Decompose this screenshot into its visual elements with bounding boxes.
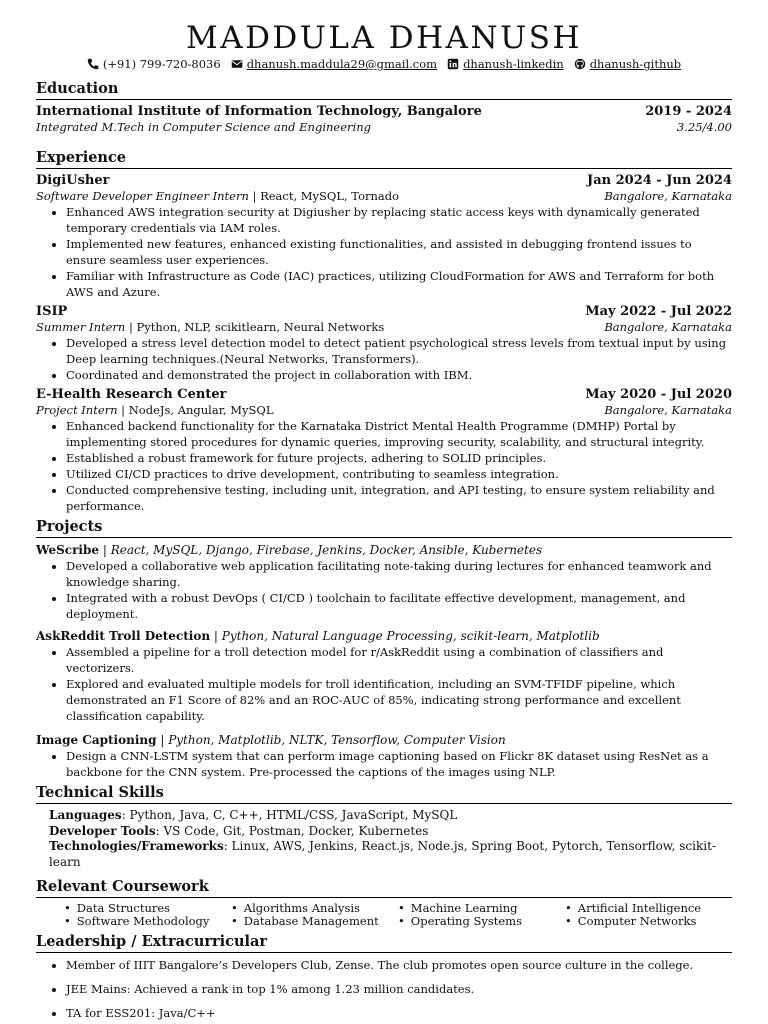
section-title-leadership: Leadership / Extracurricular (36, 933, 732, 953)
phone-contact (87, 56, 221, 72)
leadership-item: • Member of IIIT Bangalore’s Developers Club, Zense. The club promotes open source culture in the college. (66, 957, 732, 973)
experience-dates: May 2022 - Jul 2022 (585, 304, 732, 319)
experience-section (36, 149, 732, 514)
course-item: • Algorithms Analysis (231, 902, 398, 915)
linkedin-contact[interactable] (447, 56, 564, 72)
bullet-item: • Implemented new features, enhanced existing functionalities, and assisted in debugging frontend issues to ensure seamless user experiences. (66, 236, 732, 268)
bullet-item: • Developed a collaborative web application facilitating note-taking during lectures for enhanced teamwork and knowledge sharing. (66, 558, 732, 590)
section-title-experience: Experience (36, 149, 732, 169)
bullet-item: • Enhanced backend functionality for the Karnataka District Mental Health Programme (DMHP) Portal by implementing stored procedures for dynamic queries, improving security, scalability, and structural integrity. (66, 418, 732, 450)
experience-entry (36, 303, 732, 383)
course-item: • Machine Learning (398, 902, 565, 915)
project-entry: AskReddit Troll Detection | Python, Natural Language Processing, scikit-learn, Matplotlib • Assembled a pipeline for a troll detection model for r/AskReddit using a combination of classifiers and vectorizers. • Explored and evaluated multiple models for troll identification, including an SVM-TFIDF pipeline, which demonstrated an F1 Score of 82% and an ROC-AUC of 85%, indicating strong performance and excellent classification capability. (36, 629, 732, 724)
project-entry: WeScribe | React, MySQL, Django, Firebase, Jenkins, Docker, Ansible, Kubernetes • Developed a collaborative web application facilitating note-taking during lectures for enhanced teamwork and knowledge sharing. • Integrated with a robust DevOps ( CI/CD ) toolchain to facilitate effective development, management, and deployment. (36, 543, 732, 622)
experience-bullets (36, 335, 732, 383)
school-name: International Institute of Information Technology, Bangalore (36, 104, 482, 119)
gpa-value: 3.25/4.00 (676, 120, 732, 134)
role-title: Software Developer Engineer Intern (36, 189, 249, 203)
project-bullets (36, 644, 732, 724)
course-item: • Database Management (231, 915, 398, 928)
experience-location: Bangalore, Karnataka (604, 403, 732, 417)
bullet-item: • Established a robust framework for future projects, adhering to SOLID principles. (66, 450, 732, 466)
course-item: • Data Structures (64, 902, 231, 915)
experience-location: Bangalore, Karnataka (604, 320, 732, 334)
course-item: • Software Methodology (64, 915, 231, 928)
leadership-section (36, 933, 732, 1021)
role-tech: | React, MySQL, Tornado (248, 189, 400, 203)
role-tech: | NodeJs, Angular, MySQL (117, 403, 274, 417)
phone-icon (87, 58, 99, 70)
section-title-skills: Technical Skills (36, 784, 732, 804)
role-title: Project Intern (36, 403, 118, 417)
experience-dates: May 2020 - Jul 2020 (585, 387, 732, 402)
project-tech: Python, Matplotlib, NLTK, Tensorflow, Computer Vision (168, 733, 506, 747)
bullet-item: • Design a CNN-LSTM system that can perform image captioning based on Flickr 8K dataset using ResNet as a backbone for the CNN system. Pre-processed the captions of the images using NLP. (66, 748, 732, 780)
skill-row-languages: Languages: Python, Java, C, C++, HTML/CSS, JavaScript, MySQL (49, 808, 458, 822)
course-item: • Artificial Intelligence (565, 902, 732, 915)
coursework-grid (36, 902, 732, 927)
role-tech: | Python, NLP, scikitlearn, Neural Networks (125, 320, 385, 334)
bullet-item: • Utilized CI/CD practices to drive development, contributing to seamless integration. (66, 466, 732, 482)
bullet-item: • Enhanced AWS integration security at Digiusher by replacing static access keys with dynamically generated temporary credentials via IAM roles. (66, 204, 732, 236)
phone-number: (+91) 799-720-8036 (102, 57, 221, 71)
email-link[interactable]: dhanush.maddula29@gmail.com (246, 57, 438, 71)
project-entry: Image Captioning | Python, Matplotlib, NLTK, Tensorflow, Computer Vision • Design a CNN-LSTM system that can perform image captioning based on Flickr 8K dataset using ResNet as a backbone for the CNN system. Pre-processed the captions of the images using NLP. (36, 733, 732, 780)
project-bullets (36, 558, 732, 622)
leadership-list (36, 957, 732, 1021)
section-title-coursework: Relevant Coursework (36, 878, 732, 898)
section-title-education: Education (36, 80, 732, 100)
bullet-item: • Coordinated and demonstrated the project in collaboration with IBM. (66, 367, 732, 383)
bullet-item: • Developed a stress level detection model to detect patient psychological stress levels from textual input by using Deep learning techniques.(Neural Networks, Transformers). (66, 335, 732, 367)
project-name: Image Captioning (36, 733, 157, 747)
projects-section (36, 518, 732, 780)
section-title-projects: Projects (36, 518, 732, 538)
github-contact[interactable] (574, 56, 681, 72)
skills-list (36, 808, 732, 870)
bullet-item: • Explored and evaluated multiple models for troll identification, including an SVM-TFIDF pipeline, which demonstrated an F1 Score of 82% and an ROC-AUC of 85%, indicating strong performance and excellent classification capability. (66, 676, 732, 724)
experience-bullets (36, 418, 732, 514)
coursework-section (36, 878, 732, 927)
github-link[interactable]: dhanush-github (589, 57, 682, 71)
experience-dates: Jan 2024 - Jun 2024 (587, 173, 732, 188)
experience-bullets (36, 204, 732, 300)
project-bullets (36, 748, 732, 780)
course-item: • Computer Networks (565, 915, 732, 928)
skill-row-developer-tools: Developer Tools: VS Code, Git, Postman, Docker, Kubernetes (49, 823, 429, 838)
bullet-item: • Assembled a pipeline for a troll detection model for r/AskReddit using a combination of classifiers and vectorizers. (66, 644, 732, 676)
skill-row-frameworks: Technologies/Frameworks: Linux, AWS, Jenkins, React.js, Node.js, Spring Boot, Pytorch, Tensorflow, scikit-learn (49, 839, 716, 869)
project-tech: React, MySQL, Django, Firebase, Jenkins, Docker, Ansible, Kubernetes (110, 543, 543, 557)
company-name: DigiUsher (36, 173, 110, 188)
linkedin-icon (447, 58, 459, 70)
experience-location: Bangalore, Karnataka (604, 189, 732, 203)
bullet-item: • Conducted comprehensive testing, including unit, integration, and API testing, to ensure system reliability and performance. (66, 482, 732, 514)
course-item: • Operating Systems (398, 915, 565, 928)
degree-name: Integrated M.Tech in Computer Science and Engineering (36, 120, 371, 134)
company-name: E-Health Research Center (36, 387, 227, 402)
contact-bar (36, 56, 732, 72)
company-name: ISIP (36, 304, 68, 319)
experience-entry (36, 386, 732, 514)
project-name: AskReddit Troll Detection (36, 629, 211, 643)
bullet-item: • Integrated with a robust DevOps ( CI/CD ) toolchain to facilitate effective development, management, and deployment. (66, 590, 732, 622)
project-name: WeScribe (36, 543, 100, 557)
education-dates: 2019 - 2024 (645, 104, 732, 119)
candidate-name: MADDULA DHANUSH (185, 20, 583, 56)
project-tech: Python, Natural Language Processing, scikit-learn, Matplotlib (221, 629, 600, 643)
envelope-icon (231, 58, 243, 70)
bullet-item: • Familiar with Infrastructure as Code (IAC) practices, utilizing CloudFormation for AWS and Terraform for both AWS and Azure. (66, 268, 732, 300)
experience-entry (36, 172, 732, 300)
github-icon (574, 58, 586, 70)
education-entry (36, 103, 732, 135)
skills-section (36, 784, 732, 870)
leadership-item: • TA for ESS201: Java/C++ (66, 1005, 732, 1021)
leadership-item: • JEE Mains: Achieved a rank in top 1% among 1.23 million candidates. (66, 981, 732, 997)
email-contact[interactable] (231, 56, 437, 72)
role-title: Summer Intern (36, 320, 126, 334)
education-section (36, 80, 732, 135)
linkedin-link[interactable]: dhanush-linkedin (463, 57, 564, 71)
